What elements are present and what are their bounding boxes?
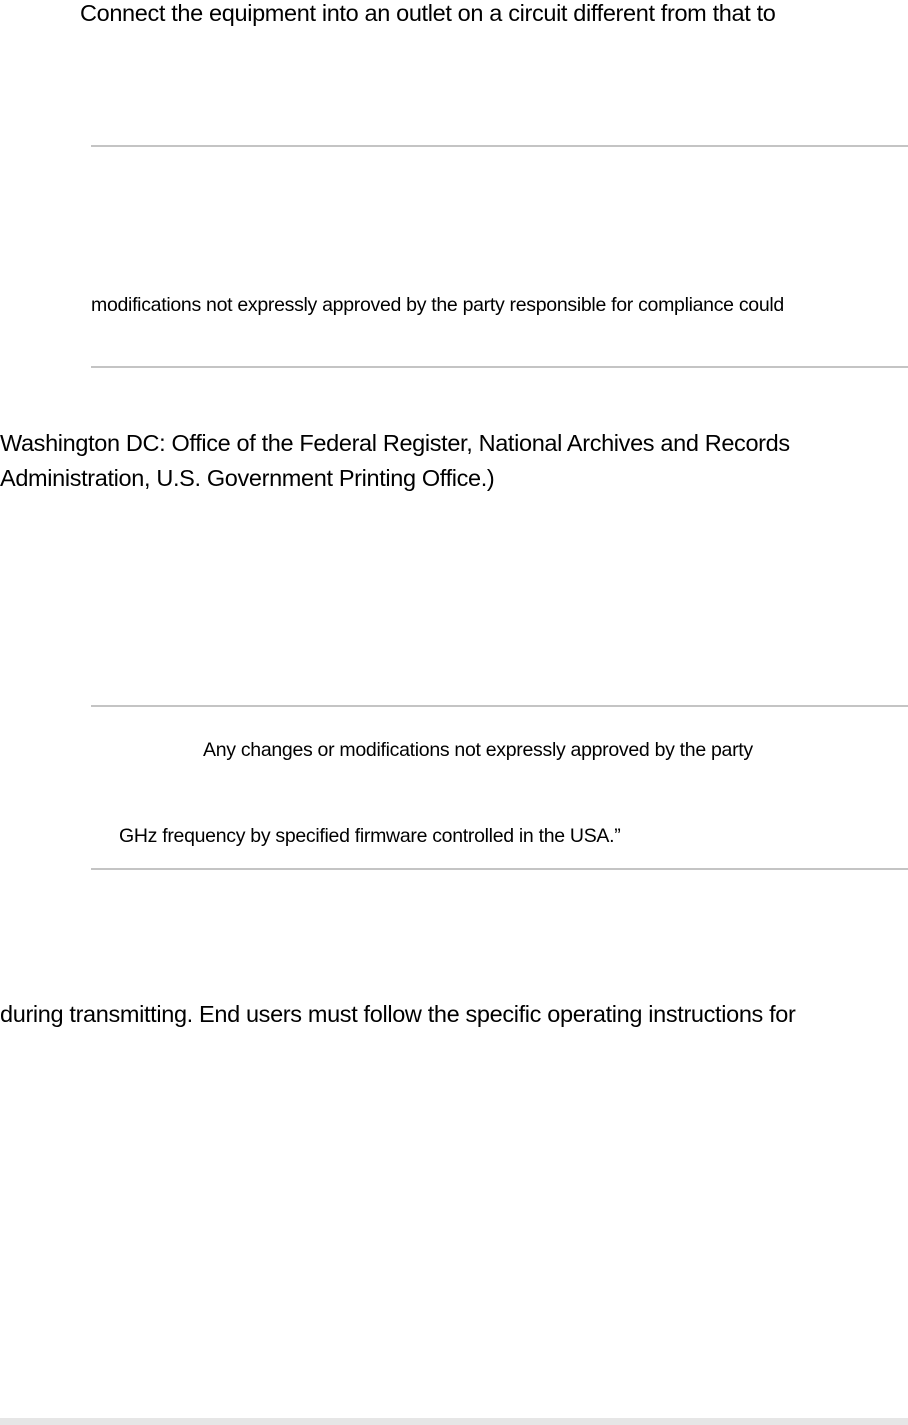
cfr-citation-line-1: Washington DC: Office of the Federal Register, National Archives and Records [0,430,790,456]
note-modifications-text: modifications not expressly approved by the party responsible for compliance could [91,294,784,316]
caution-changes-text: Any changes or modifications not expressly approved by the party [203,739,753,761]
note-bottom-rule [91,366,908,368]
connect-equipment-text: Connect the equipment into an outlet on a circuit different from that to [80,0,776,26]
caution-top-rule [91,705,908,707]
page-bottom-edge [0,1418,908,1425]
note-top-rule [91,145,908,147]
caution-bottom-rule [91,868,908,870]
caution-frequency-text: GHz frequency by specified firmware controlled in the USA.” [119,825,621,847]
rf-exposure-text: during transmitting. End users must follow the specific operating instructions for [0,1001,796,1027]
cfr-citation-line-2: Administration, U.S. Government Printing Office.) [0,465,495,491]
